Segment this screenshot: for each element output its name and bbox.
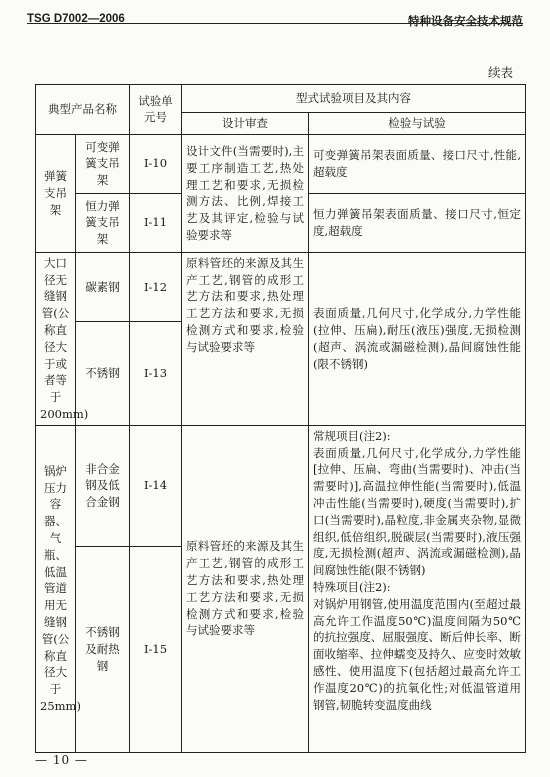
special-items-title: 特殊项目(注2): [313,579,391,594]
design-review: 原料管坯的来源及其生产工艺,钢管的成形工艺方法和要求,热处理工艺方法和要求,无损检测方式和要求,检验与试验要求等 [182,425,309,752]
group-spring: 弹簧支吊架 [36,134,76,252]
col-unit: 试验单元号 [130,85,182,135]
unit-number: Ⅰ-14 [130,425,182,546]
unit-number: Ⅰ-15 [130,546,182,752]
col-design: 设计审查 [182,113,309,135]
inspection-items: 可变弹簧吊架表面质量、接口尺寸,性能,超载度 [309,134,526,193]
product-name: 不锈钢 [76,322,130,426]
inspection-items [309,425,526,752]
product-name: 恒力弹簧支吊架 [76,193,130,252]
table-row [36,425,526,546]
table-row [36,134,526,193]
unit-number: Ⅰ-13 [130,322,182,426]
unit-number: Ⅰ-12 [130,252,182,321]
unit-number: Ⅰ-10 [130,134,182,193]
product-name: 可变弹簧支吊架 [76,134,130,193]
continued-label: 续表 [487,65,513,80]
design-review: 原料管坯的来源及其生产工艺,钢管的成形工艺方法和要求,热处理工艺方法和要求,无损检测方式和要求,检验与试验要求等 [182,252,309,425]
page-header [27,10,523,32]
regular-items-title: 常规项目(注2): [313,428,391,443]
inspection-items: 恒力弹簧吊架表面质量、接口尺寸,恒定度,超载度 [309,193,526,252]
type-test-table [35,84,526,753]
col-product: 典型产品名称 [36,85,130,135]
product-name: 碳素钢 [76,252,130,321]
special-items: 对锅炉用钢管,使用温度范围内(至超过最高允许工作温度50℃)温度间隔为50℃的抗拉强度、屈服强度、断后伸长率、断面收缩率、拉伸蠕变及持久、应变时效敏感性、使用温度下(包括超过最高允许工作温度20℃)的抗氧化性;对低温管道用钢管,韧脆转变温度曲线 [313,596,521,712]
inspection-items: 表面质量,几何尺寸,化学成分,力学性能(拉伸、压扁),耐压(液压)强度,无损检测(超声、涡流或漏磁检测),晶间腐蚀性能(限不锈钢) [309,252,526,425]
table-row [36,252,526,321]
product-name: 非合金钢及低合金钢 [76,425,130,546]
header-rule [27,23,523,24]
series-title: 特种设备安全技术规范 [408,16,523,28]
unit-number: Ⅰ-11 [130,193,182,252]
table-header-row [36,85,526,113]
design-review: 设计文件(当需要时),主要工序制造工艺,热处理工艺和要求,无损检测方法、比例,焊接工艺及其评定,检验与试验要求等 [182,134,309,252]
product-name: 不锈钢及耐热钢 [76,546,130,752]
group-boiler-pipe: 锅炉压力容器、气瓶、低温管道用无缝钢管(公称直径大于25mm) [36,425,76,752]
col-inspection: 检验与试验 [309,113,526,135]
page-number: — 10 — [35,753,88,767]
regular-items: 表面质量,几何尺寸,化学成分,力学性能[拉伸、压扁、弯曲(当需要时)、冲击(当需要时)],高温拉伸性能(当需要时),低温冲击性能(当需要时),硬度(当需要时),扩口(当需要时),晶粒度,非金属夹杂物,显微组织,低倍组织,脱碳层(当需要时),液压强度,无损检测(超声、涡流或漏磁检测),晶间腐蚀性能(限不锈钢) [313,445,521,578]
group-large-pipe: 大口径无缝钢管(公称直径大于或者等于200mm) [36,252,76,425]
standard-code: TSG D7002—2006 [27,13,125,25]
col-items: 型式试验项目及其内容 [182,85,526,113]
